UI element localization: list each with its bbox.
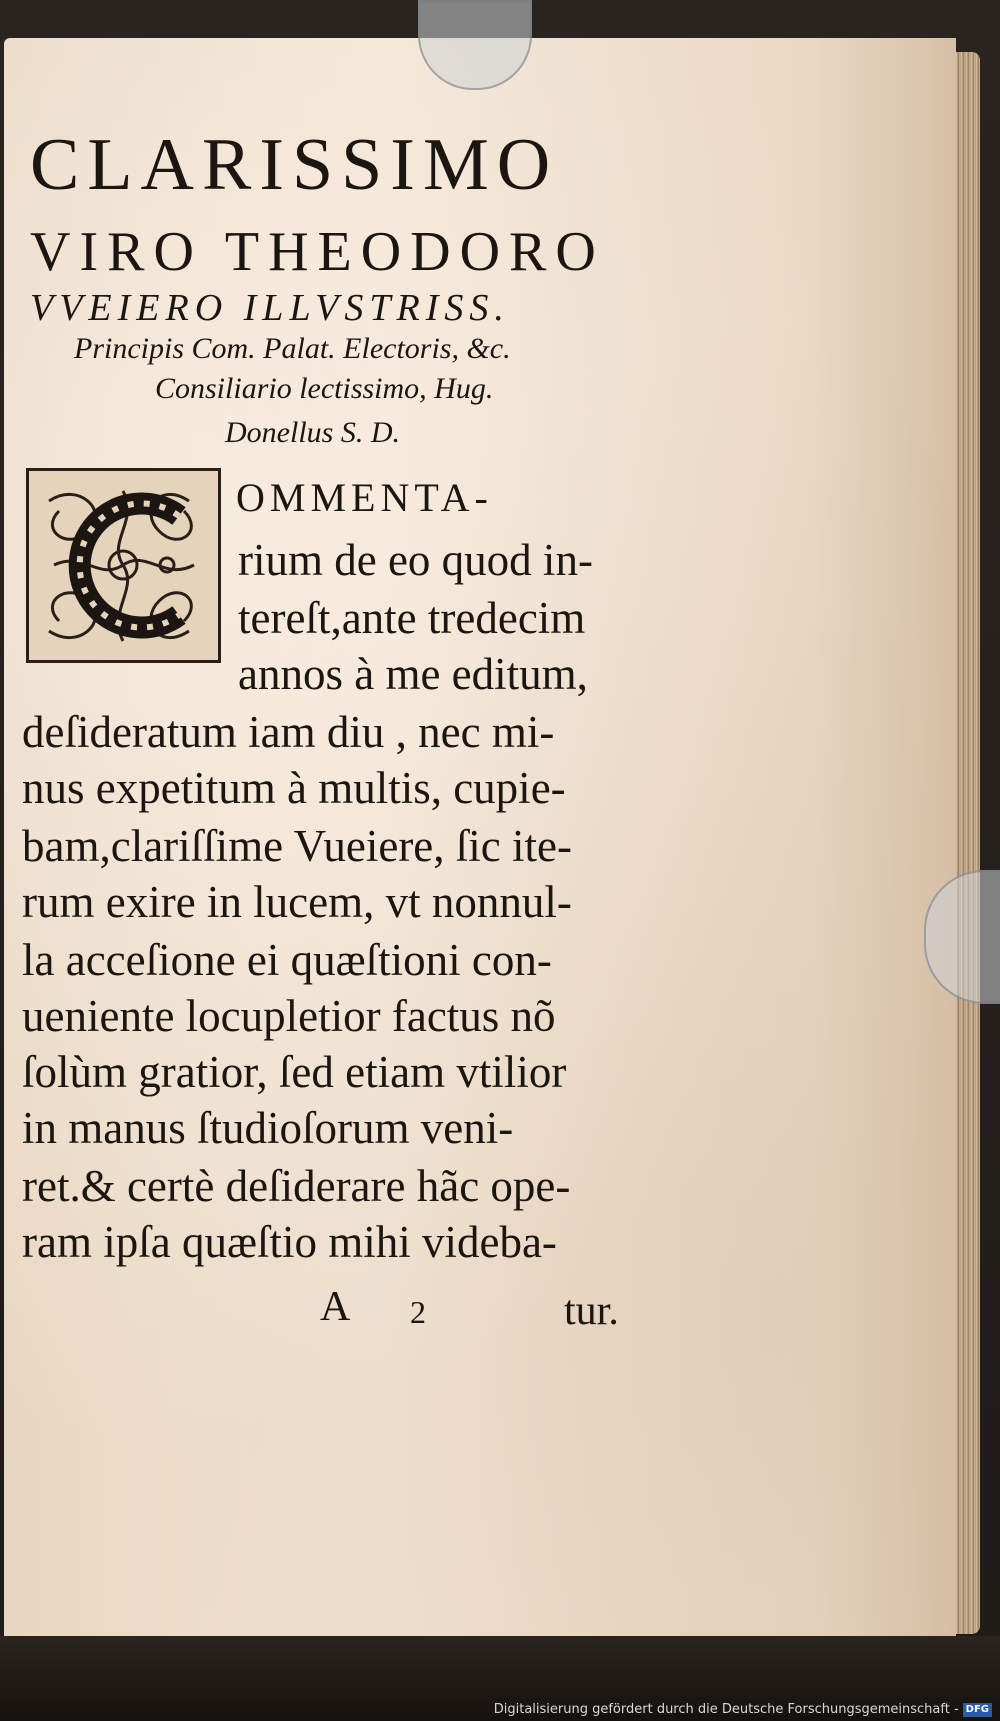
heading-line-1: CLARISSIMO xyxy=(30,124,559,206)
dfg-logo: DFG xyxy=(963,1703,992,1717)
body-line-4: annos à me editum, xyxy=(238,649,588,699)
signature-mark-letter: A xyxy=(320,1284,351,1330)
decorated-initial-c xyxy=(26,468,221,663)
catchword: tur. xyxy=(564,1288,619,1334)
body-line-1: OMMENTA- xyxy=(236,475,493,520)
body-line-2: rium de eo quod in- xyxy=(238,535,593,585)
body-line-14: ram ipſa quæſtio mihi videba- xyxy=(22,1217,557,1267)
body-line-10: ueniente locupletior factus nõ xyxy=(22,991,556,1041)
subheading-line-1: Principis Com. Palat. Electoris, &c. xyxy=(74,332,511,365)
subheading-line-2: Consiliario lectissimo, Hug. xyxy=(155,372,494,405)
digitization-credit xyxy=(494,1702,992,1717)
body-line-12: in manus ſtudioſorum veni- xyxy=(22,1103,514,1153)
body-line-13: ret.& certè deſiderare hãc ope- xyxy=(22,1161,571,1211)
digitization-credit-text: Digitalisierung gefördert durch die Deutsche Forschungsgemeinschaft - xyxy=(493,1702,959,1717)
heading-line-2: VIRO THEODORO xyxy=(30,221,605,283)
body-line-8: rum exire in lucem, vt nonnul- xyxy=(22,877,572,927)
body-line-5: deſideratum iam diu , nec mi- xyxy=(22,707,555,757)
body-line-7: bam,clariſſime Vueiere, ſic ite- xyxy=(22,821,572,871)
body-line-9: la acceſione ei quæſtioni con- xyxy=(22,935,552,985)
heading-line-3: VVEIERO ILLVSTRISS. xyxy=(30,287,510,329)
body-line-11: ſolùm gratior, ſed etiam vtilior xyxy=(22,1047,567,1097)
subheading-line-3: Donellus S. D. xyxy=(225,416,400,449)
body-line-3: tereſt,ante tredecim xyxy=(238,593,586,643)
signature-mark-number: 2 xyxy=(410,1294,426,1330)
body-line-6: nus expetitum à multis, cupie- xyxy=(22,763,566,813)
